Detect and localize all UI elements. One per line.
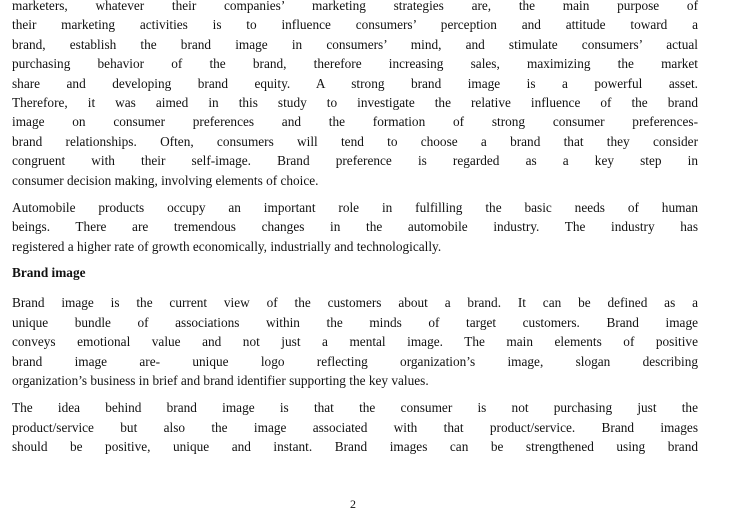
text-line: Automobile products occupy an important role in fulfilling the basic needs of human [12, 200, 698, 216]
text-line: The idea behind brand image is that the consumer is not purchasing just the [12, 400, 698, 416]
text-line: brand image are- unique logo reflecting organization’s image, slogan describing [12, 353, 698, 369]
text-line: conveys emotional value and not just a mental image. The main elements of positive [12, 334, 698, 350]
text-line: unique bundle of associations within the minds of target customers. Brand image [12, 314, 698, 330]
text-line: purchasing behavior of the brand, therefore increasing sales, maximizing the market [12, 56, 698, 72]
text-line: brand, establish the brand image in consumers’ mind, and stimulate consumers’ actual [12, 36, 698, 52]
text-line: should be positive, unique and instant. Brand images can be strengthened using brand [12, 439, 698, 455]
text-line: registered a higher rate of growth economically, industrially and technologically. [12, 238, 442, 254]
text-line: brand relationships. Often, consumers will tend to choose a brand that they consider [12, 133, 698, 149]
text-line: Brand image is the current view of the customers about a brand. It can be defined as a [12, 295, 698, 311]
page-number: 2 [350, 497, 356, 511]
paragraph-brand-image-idea [12, 398, 698, 456]
paragraph-brand-image-definition [12, 293, 698, 390]
paragraph-automobile [12, 198, 698, 256]
text-line: Therefore, it was aimed in this study to investigate the relative influence of the brand [12, 95, 698, 111]
paragraph-marketing-purpose [12, 0, 698, 190]
text-line: product/service but also the image associated with that product/service. Brand images [12, 419, 698, 435]
document-page [12, 0, 698, 457]
text-line: organization’s business in brief and brand identifier supporting the key values. [12, 372, 429, 388]
text-line: image on consumer preferences and the formation of strong consumer preferences- [12, 114, 698, 130]
section-heading: Brand image [12, 265, 86, 281]
text-line: marketers, whatever their companies’ marketing strategies are, the main purpose of [12, 0, 698, 13]
text-line: consumer decision making, involving elements of choice. [12, 172, 319, 188]
text-line: beings. There are tremendous changes in the automobile industry. The industry has [12, 219, 698, 235]
text-line: their marketing activities is to influence consumers’ perception and attitude toward a [12, 17, 698, 33]
text-line: congruent with their self-image. Brand preference is regarded as a key step in [12, 153, 698, 169]
text-line: share and developing brand equity. A strong brand image is a powerful asset. [12, 75, 698, 91]
